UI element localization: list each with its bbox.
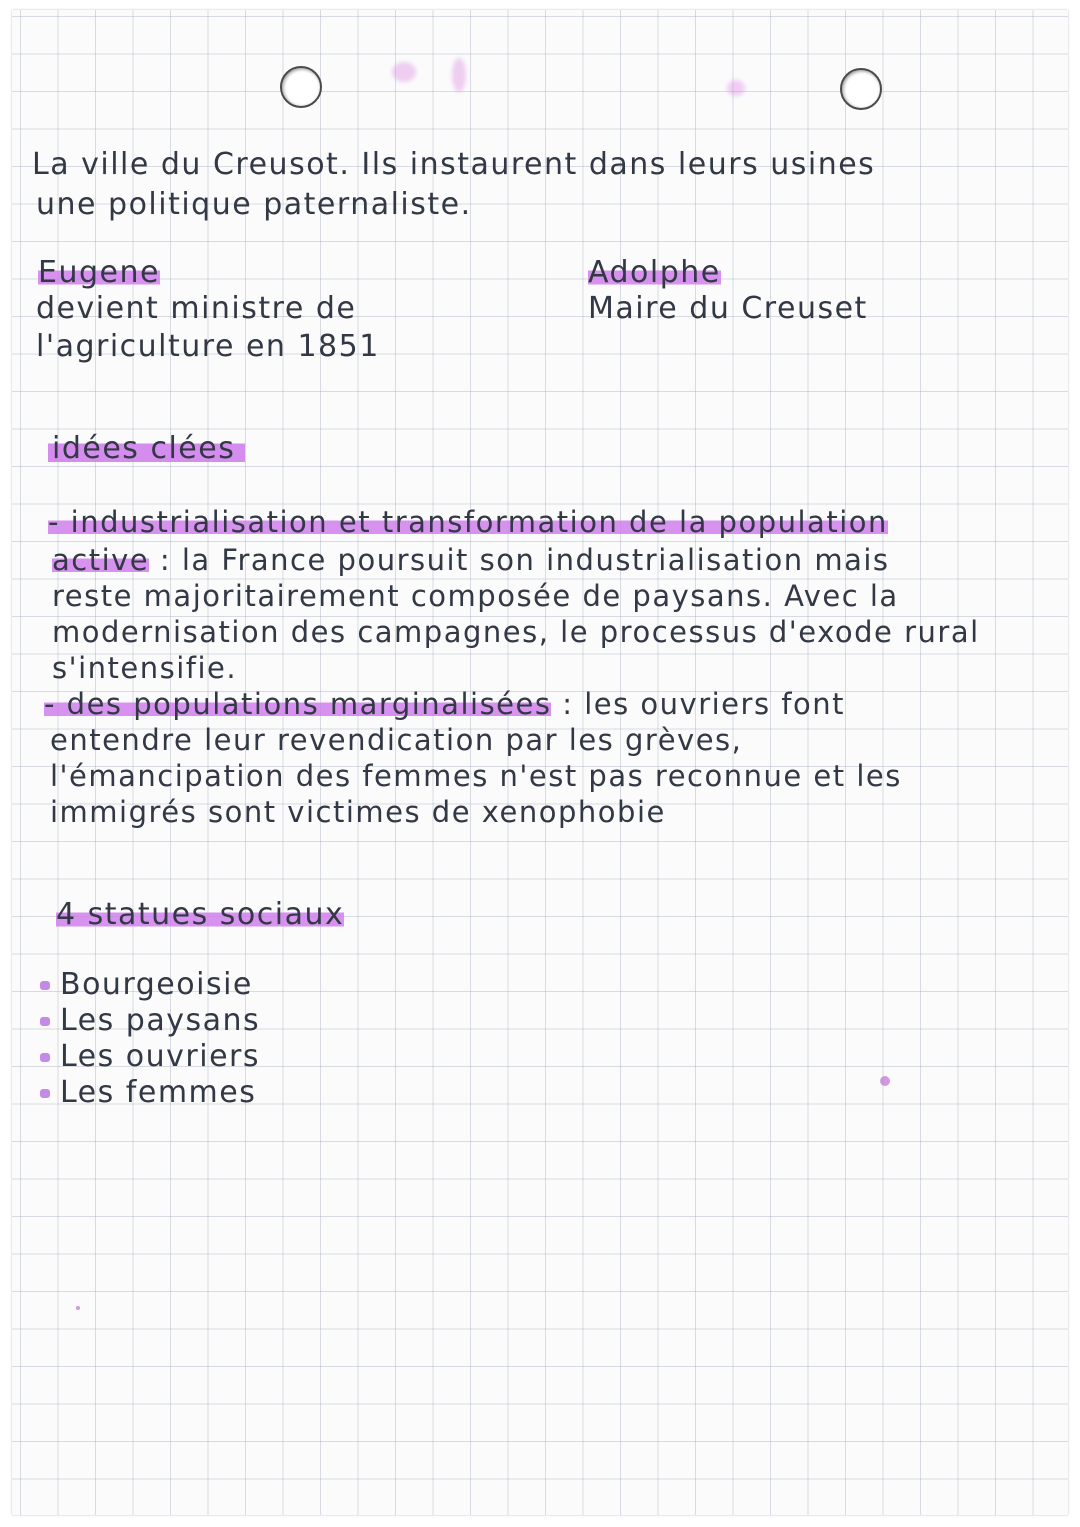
idea-1-line-5: s'intensifie. — [52, 651, 238, 685]
adolphe-line-1: Maire du Creuset — [588, 291, 868, 326]
ink-stain — [392, 62, 416, 82]
idea-2-line-1-rest: : les ouvriers font — [562, 687, 845, 721]
idea-1-title-cont: active — [52, 543, 150, 577]
idea-1-line-2-rest: : la France poursuit son industrialisation mais — [159, 543, 890, 577]
adolphe-name-text: Adolphe — [588, 255, 721, 290]
adolphe-name — [588, 255, 721, 290]
statuses-heading-text: 4 statues sociaux — [56, 897, 345, 932]
notebook-page — [12, 10, 1068, 1515]
bullet-dash — [40, 1089, 50, 1098]
eugene-name — [38, 255, 160, 290]
status-item-label: Les ouvriers — [60, 1039, 261, 1074]
idea-2-title: - des populations marginalisées — [44, 687, 552, 721]
punch-hole-right — [840, 68, 882, 110]
punch-hole-left — [280, 66, 322, 108]
ink-dot — [880, 1076, 890, 1086]
idea-1-line-1 — [48, 505, 888, 539]
bullet-dash — [40, 1017, 50, 1026]
eugene-line-1: devient ministre de — [36, 291, 357, 326]
eugene-line-2: l'agriculture en 1851 — [36, 329, 380, 364]
status-item — [40, 1003, 261, 1038]
bullet-dash — [40, 981, 50, 990]
ink-dot — [76, 1306, 80, 1310]
status-item — [40, 1075, 257, 1110]
idea-2-line-4: immigrés sont victimes de xenophobie — [50, 795, 666, 829]
status-item-label: Les paysans — [60, 1003, 261, 1038]
key-ideas-heading — [48, 431, 245, 466]
intro-line-2: une politique paternaliste. — [36, 187, 472, 222]
idea-2-line-2: entendre leur revendication par les grèves, — [50, 723, 743, 757]
status-item-label: Bourgeoisie — [60, 967, 253, 1002]
idea-2-line-1 — [44, 687, 845, 721]
idea-1-line-4: modernisation des campagnes, le processus d'exode rural — [52, 615, 980, 649]
ink-stain — [727, 80, 745, 96]
idea-2-line-3: l'émancipation des femmes n'est pas reconnue et les — [50, 759, 902, 793]
idea-1-line-3: reste majoritairement composée de paysans. Avec la — [52, 579, 899, 613]
statuses-heading — [56, 897, 345, 932]
status-item-label: Les femmes — [60, 1075, 257, 1110]
bullet-dash — [40, 1053, 50, 1062]
intro-line-1: La ville du Creusot. Ils instaurent dans leurs usines — [32, 147, 876, 182]
idea-1-title: - industrialisation et transformation de la population — [48, 505, 888, 539]
ink-stain — [452, 58, 466, 92]
idea-1-line-2 — [52, 543, 890, 577]
key-ideas-heading-text: idées clées — [48, 431, 245, 466]
eugene-name-text: Eugene — [38, 255, 160, 290]
status-item — [40, 1039, 261, 1074]
status-item — [40, 967, 253, 1002]
